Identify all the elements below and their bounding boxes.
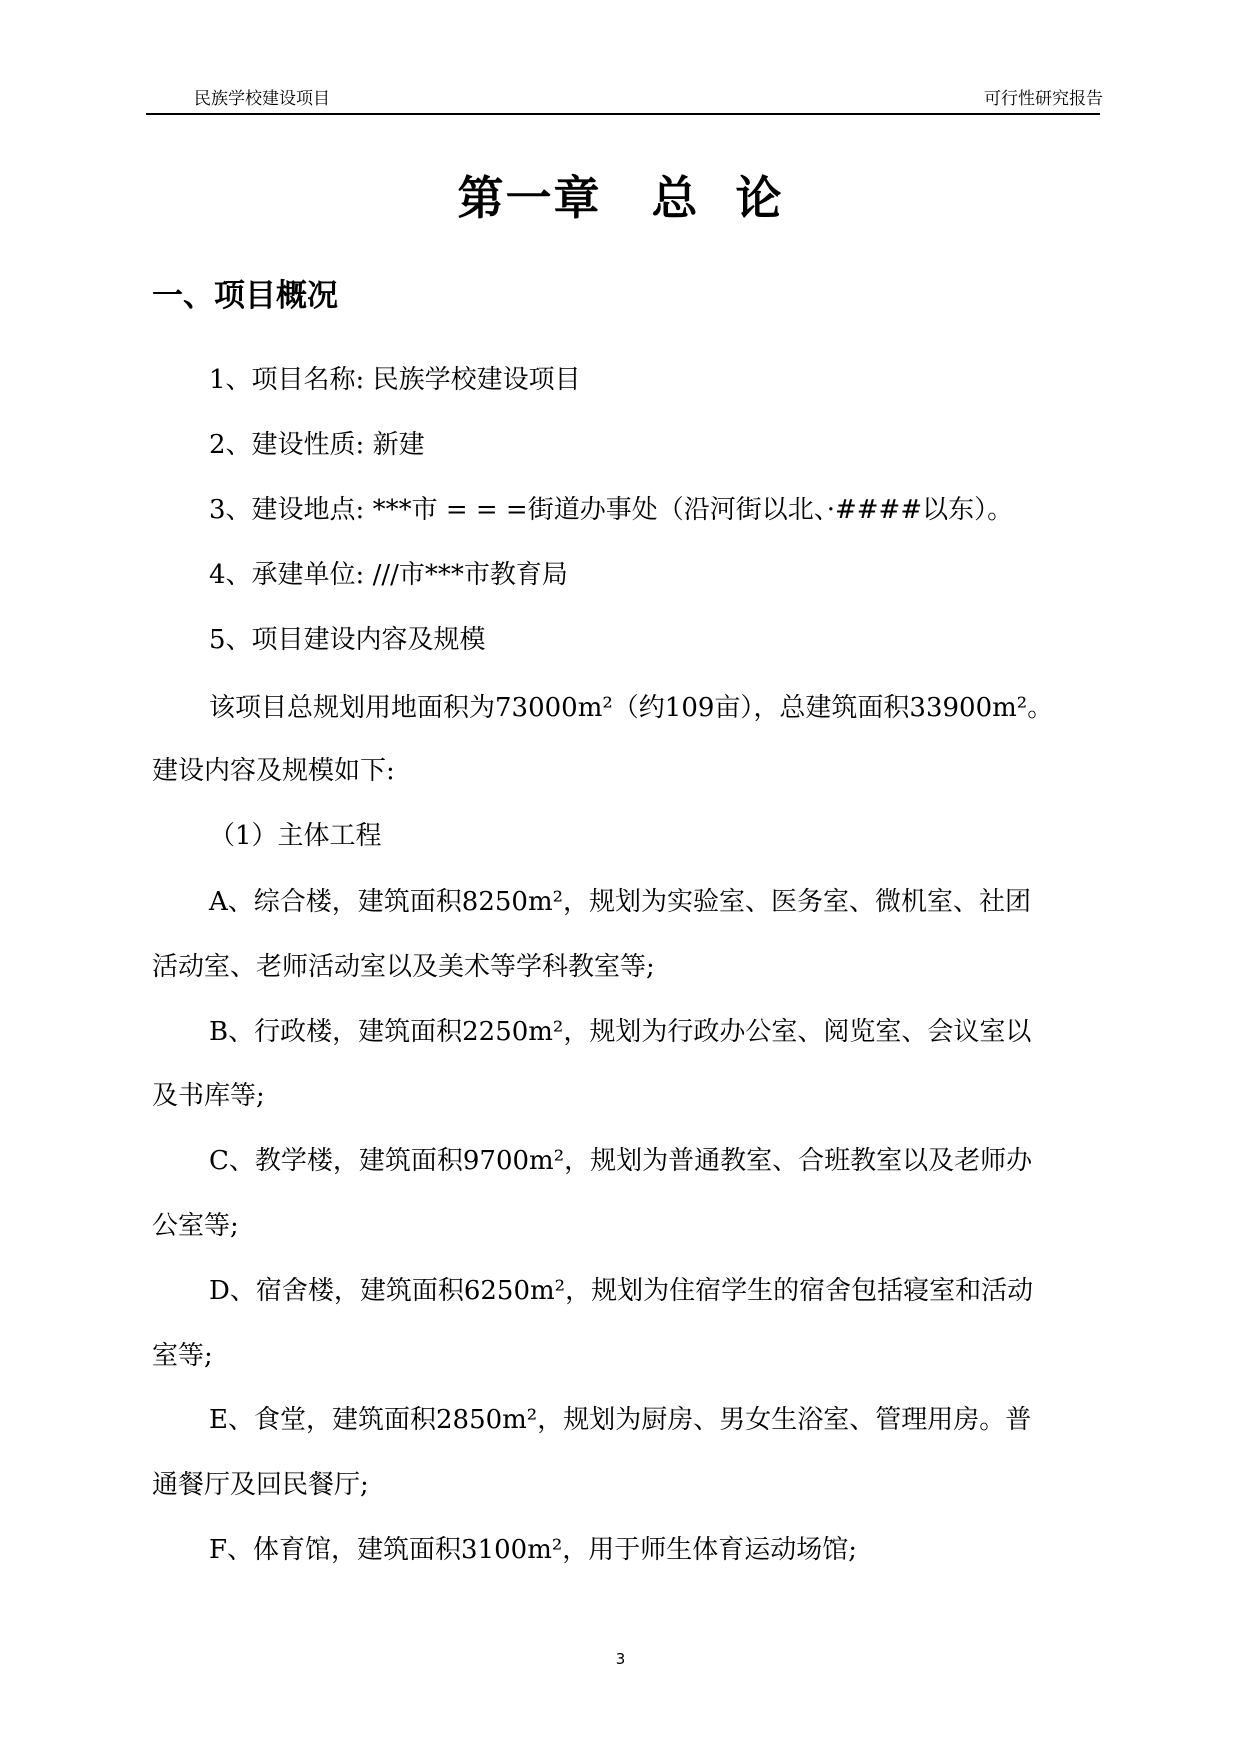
body-line: E、食堂，建筑面积2850m²，规划为厨房、男女生浴室、管理用房。普	[209, 1405, 1032, 1435]
chapter-title: 总 论	[651, 171, 784, 225]
body-line: （1）主体工程	[209, 821, 382, 851]
body-line: 4、承建单位: ///市***市教育局	[209, 560, 568, 590]
body-line: 3、建设地点: ***市 = = =街道办事处（沿河街以北、·####以东）。	[209, 495, 1014, 525]
body-line: 活动室、老师活动室以及美术等学科教室等;	[152, 952, 655, 982]
body-line: 公室等;	[152, 1211, 239, 1241]
body-line: 1、项目名称: 民族学校建设项目	[209, 365, 581, 395]
body-line: 室等;	[152, 1341, 213, 1371]
chapter-heading	[0, 170, 1241, 226]
body-line: 该项目总规划用地面积为73000m²（约109亩），总建筑面积33900m²。	[209, 693, 1054, 723]
body-line: 建设内容及规模如下:	[152, 756, 395, 786]
body-line: F、体育馆，建筑面积3100m²，用于师生体育运动场馆;	[209, 1535, 858, 1565]
body-line: 及书库等;	[152, 1081, 265, 1111]
body-line: 5、项目建设内容及规模	[209, 625, 486, 655]
body-line: 2、建设性质: 新建	[209, 430, 425, 460]
body-line: D、宿舍楼，建筑面积6250m²，规划为住宿学生的宿舍包括寝室和活动	[209, 1276, 1034, 1306]
page-number: 3	[615, 1650, 626, 1668]
body-line: C、教学楼，建筑面积9700m²，规划为普通教室、合班教室以及老师办	[209, 1146, 1033, 1176]
body-line: A、综合楼，建筑面积8250m²，规划为实验室、医务室、微机室、社团	[209, 887, 1032, 917]
body-line: 通餐厅及回民餐厅;	[152, 1470, 369, 1500]
header-project-name: 民族学校建设项目	[194, 89, 330, 109]
body-line: B、行政楼，建筑面积2250m²，规划为行政办公室、阅览室、会议室以	[209, 1017, 1032, 1047]
chapter-number: 第一章	[457, 171, 602, 225]
header-rule	[146, 113, 1100, 115]
section-heading: 一、项目概况	[152, 278, 338, 314]
header-report-type: 可行性研究报告	[984, 89, 1103, 109]
